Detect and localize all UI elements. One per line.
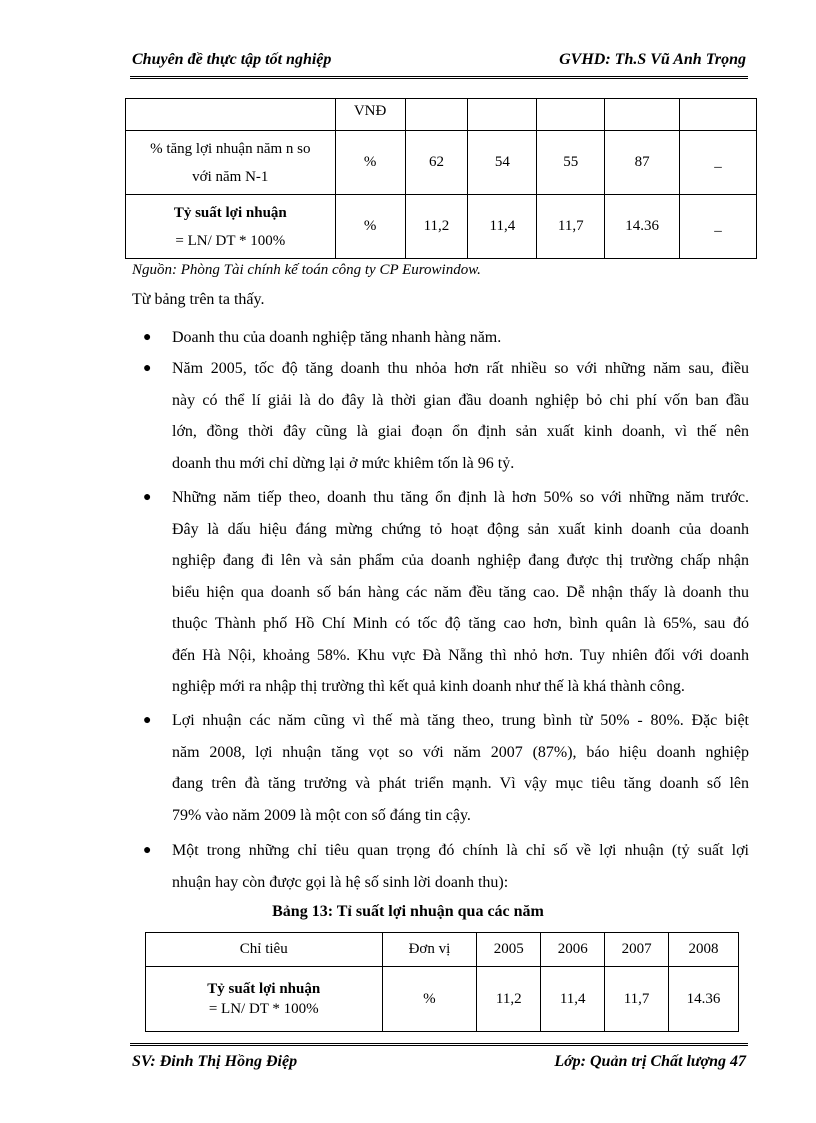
table-cell [405, 99, 468, 131]
table-cell [146, 967, 383, 1032]
table-cell [126, 131, 336, 195]
table-header-row [146, 933, 739, 967]
table-cell: 11,7 [605, 967, 669, 1032]
bullet-paragraph [172, 353, 749, 479]
table-cell [680, 99, 757, 131]
table-cell: 11,4 [541, 967, 605, 1032]
header-rule [130, 76, 748, 79]
table-cell: % [335, 131, 405, 195]
table-cell [126, 99, 336, 131]
table-header-cell: 2008 [669, 933, 739, 967]
bullet-paragraph [172, 835, 749, 898]
table-header-cell: 2005 [477, 933, 541, 967]
bullet-paragraph [172, 482, 749, 703]
paragraph-line: đang trên đà tăng trưởng và phát triển mạnh. Vì vậy mục tiêu tăng doanh số lên [172, 775, 749, 792]
table-row [126, 99, 757, 131]
table-cell [126, 195, 336, 259]
table-cell: 11,2 [477, 967, 541, 1032]
paragraph-line: Doanh thu của doanh nghiệp tăng nhanh hàng năm. [172, 329, 502, 346]
table-row [126, 195, 757, 259]
table-header-cell: 2007 [605, 933, 669, 967]
paragraph-line: nghiệp mới ra nhập thị trường thì kết quả kinh doanh như thế là khá thành công. [172, 678, 685, 695]
table-cell: 11,2 [405, 195, 468, 259]
row-label-line2: = LN/ DT * 100% [175, 232, 286, 249]
table-cell [537, 99, 605, 131]
table-cell: 55 [537, 131, 605, 195]
row-label-line2: = LN/ DT * 100% [208, 1001, 319, 1017]
table-cell: VNĐ [335, 99, 405, 131]
footer-left: SV: Đinh Thị Hồng Điệp [132, 1053, 298, 1070]
header-left: Chuyên đề thực tập tốt nghiệp [132, 51, 332, 68]
bullet-icon: ● [143, 843, 152, 858]
bullet-paragraph [172, 705, 749, 831]
paragraph-line: Năm 2005, tốc độ tăng doanh thu nhỏa hơn rất nhiều so với những năm sau, điều [172, 360, 749, 377]
table-cell: 11,4 [468, 195, 537, 259]
table-header-cell: Đơn vị [382, 933, 477, 967]
bullet-icon: ● [143, 361, 152, 376]
table-caption: Bảng 13: Tỉ suất lợi nhuận qua các năm [272, 903, 544, 920]
bullet-icon: ● [143, 713, 152, 728]
header-right: GVHD: Th.S Vũ Anh Trọng [559, 51, 746, 68]
table-cell: 14.36 [605, 195, 680, 259]
paragraph-line: biểu hiện qua doanh số bán hàng các năm đều tăng cao. Dễ nhận thấy là doanh thu [172, 583, 749, 601]
table-cell: 87 [605, 131, 680, 195]
paragraph-line: Những năm tiếp theo, doanh thu tăng ổn định là hơn 50% so với những năm trước. [172, 489, 749, 506]
bullet-icon: ● [143, 330, 152, 345]
table-header-cell: Chỉ tiêu [146, 933, 383, 967]
profit-rate-table [145, 932, 739, 1032]
footer-right: Lớp: Quản trị Chất lượng 47 [554, 1053, 746, 1070]
table-cell [605, 99, 680, 131]
paragraph-line: này có thể lí giải là do đây là thời gian đầu doanh nghiệp bỏ chi phí vốn ban đầu [172, 391, 749, 409]
row-label-line2: với năm N-1 [192, 168, 269, 185]
paragraph-line: thuộc Thành phố Hồ Chí Minh có tốc độ tăng cao hơn, bình quân là 65%, sau đó [172, 615, 749, 632]
table-cell: 54 [468, 131, 537, 195]
paragraph-line: 79% vào năm 2009 là một con số đáng tin cậy. [172, 806, 471, 824]
paragraph-line: lớn, đồng thời đây cũng là giai đoạn ổn định sản xuất kinh doanh, vì thế nên [172, 423, 749, 440]
table-cell: 14.36 [669, 967, 739, 1032]
intro-text: Từ bảng trên ta thấy. [132, 291, 265, 308]
row-label-line1: Tỷ suất lợi nhuận [173, 204, 287, 221]
table-cell: 11,7 [537, 195, 605, 259]
table-cell: _ [680, 195, 757, 259]
source-note: Nguồn: Phòng Tài chính kế toán công ty CP Eurowindow. [132, 262, 481, 278]
paragraph-line: năm 2008, lợi nhuận tăng vọt so với năm 2007 (87%), báo hiệu doanh nghiệp [172, 743, 749, 761]
paragraph-line: doanh thu mới chỉ dừng lại ở mức khiêm tốn là 96 tỷ. [172, 454, 515, 472]
table-row [126, 131, 757, 195]
paragraph-line: nghiệp đang đi lên và sản phẩm của doanh nghiệp đang được thị trường chấp nhận [172, 552, 749, 569]
row-label-line1: % tăng lợi nhuận năm n so [150, 140, 311, 157]
table-cell: % [335, 195, 405, 259]
paragraph-line: Một trong những chỉ tiêu quan trọng đó chính là chỉ số về lợi nhuận (tỷ suất lợi [172, 842, 749, 859]
paragraph-line: đến Hà Nội, khoảng 58%. Khu vực Đà Nẵng thì nhỏ hơn. Tuy nhiên đối với doanh [172, 646, 749, 664]
row-label-line1: Tỷ suất lợi nhuận [207, 981, 321, 997]
footer-rule [130, 1043, 748, 1046]
top-table [125, 98, 757, 259]
table-cell: 62 [405, 131, 468, 195]
table-cell: _ [680, 131, 757, 195]
table-header-cell: 2006 [541, 933, 605, 967]
bullet-icon: ● [143, 490, 152, 505]
paragraph-line: Đây là dấu hiệu đáng mừng chứng tỏ hoạt động sản xuất kinh doanh của doanh [172, 520, 749, 538]
paragraph-line: Lợi nhuận các năm cũng vì thế mà tăng theo, trung bình từ 50% - 80%. Đặc biệt [172, 712, 749, 729]
paragraph-line: nhuận hay còn được gọi là hệ số sinh lời doanh thu): [172, 873, 509, 891]
table-row [146, 967, 739, 1032]
bullet-paragraph [172, 322, 749, 354]
table-cell [468, 99, 537, 131]
table-cell: % [382, 967, 477, 1032]
